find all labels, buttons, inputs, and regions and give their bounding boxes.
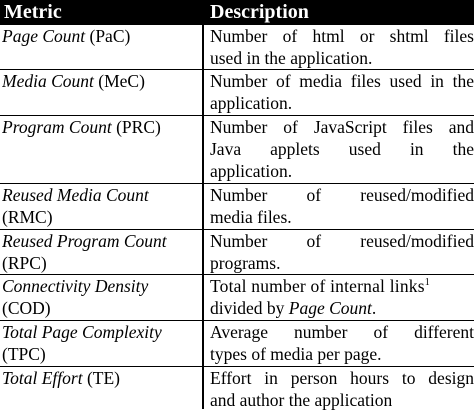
metric-cell: Connectivity Density (COD) bbox=[2, 276, 149, 318]
table-row bbox=[0, 184, 474, 230]
metric-cell: Reused Media Count (RMC) bbox=[2, 185, 149, 227]
description-cell: Average number of different types of media per page. bbox=[210, 322, 474, 364]
metric-cell: Media Count (MeC) bbox=[2, 71, 145, 91]
description-cell: Number of JavaScript files and Java applets used in the application. bbox=[210, 117, 474, 181]
header-metric: Metric bbox=[4, 1, 62, 23]
table-row bbox=[0, 275, 474, 321]
metric-cell: Total Page Complexity (TPC) bbox=[2, 322, 162, 364]
header-description: Description bbox=[210, 1, 309, 23]
table-row bbox=[0, 230, 474, 275]
table-row bbox=[0, 25, 474, 70]
description-cell: Number of media files used in the application. bbox=[210, 71, 474, 113]
table-row bbox=[0, 70, 474, 116]
metric-cell: Program Count (PRC) bbox=[2, 117, 161, 137]
table-row bbox=[0, 321, 474, 367]
table-row bbox=[0, 367, 474, 409]
metric-cell: Page Count (PaC) bbox=[2, 26, 131, 46]
description-cell: Effort in person hours to design and author the application bbox=[210, 368, 474, 410]
metric-cell: Reused Program Count (RPC) bbox=[2, 231, 167, 273]
description-cell: Number of html or shtml files used in the application. bbox=[210, 26, 474, 68]
description-cell: Total number of internal links$^1$ divided by Page Count. bbox=[210, 276, 430, 318]
description-cell: Number of reused/modified programs. bbox=[210, 231, 474, 273]
table-row bbox=[0, 116, 474, 184]
table-header bbox=[0, 0, 474, 25]
metric-cell: Total Effort (TE) bbox=[2, 368, 120, 388]
description-cell: Number of reused/modified media files. bbox=[210, 185, 474, 227]
